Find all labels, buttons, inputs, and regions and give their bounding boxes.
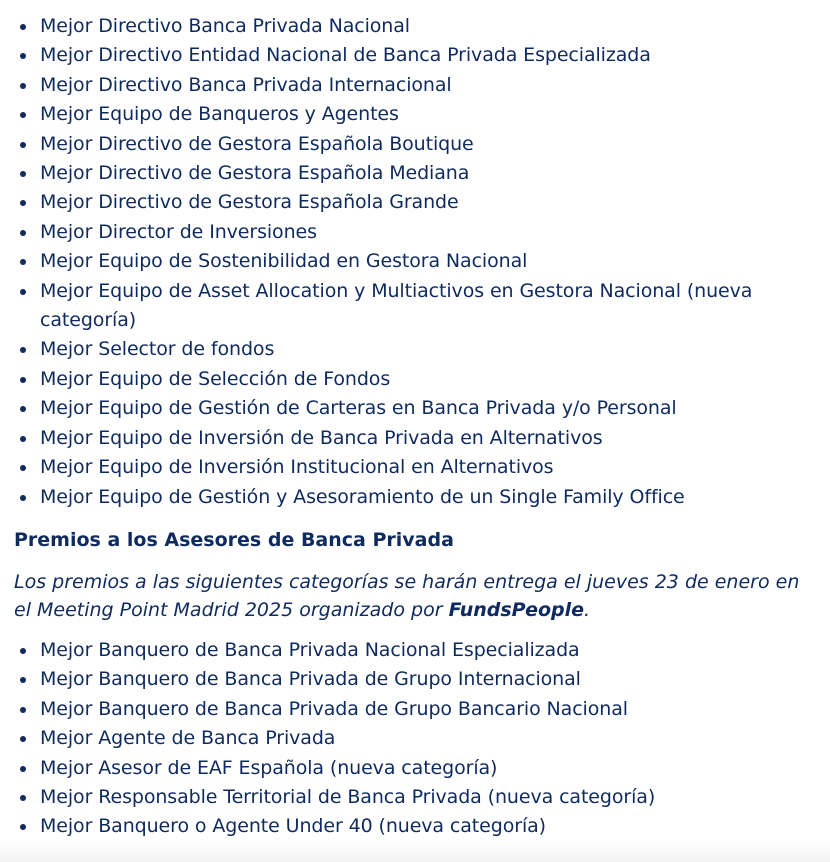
list-item: Mejor Directivo de Gestora Española Mediana [14,159,816,188]
list-item: Mejor Banquero o Agente Under 40 (nueva categoría) [14,812,816,841]
list-item: Mejor Agente de Banca Privada [14,724,816,753]
list-item: Mejor Director de Inversiones [14,218,816,247]
list-item: Mejor Equipo de Gestión y Asesoramiento de un Single Family Office [14,483,816,512]
bottom-fade [0,840,830,862]
list-item: Mejor Responsable Territorial de Banca Privada (nueva categoría) [14,783,816,812]
section-title: Premios a los Asesores de Banca Privada [14,528,454,551]
list-item: Mejor Directivo de Gestora Española Boutique [14,130,816,159]
list-item: Mejor Selector de fondos [14,335,816,364]
intro-paragraph [14,568,816,624]
list-item: Mejor Directivo Entidad Nacional de Banca Privada Especializada [14,41,816,70]
intro-text: Los premios a las siguientes categorías se harán entrega el jueves 23 de enero en el Meeting Point Madrid 2025 organizado por [14,570,800,621]
list-item: Mejor Asesor de EAF Española (nueva categoría) [14,754,816,783]
list-item: Mejor Banquero de Banca Privada Nacional Especializada [14,636,816,665]
list-item: Mejor Equipo de Inversión de Banca Privada en Alternativos [14,424,816,453]
list-item: Mejor Directivo Banca Privada Internacional [14,71,816,100]
brand-name: FundsPeople [448,598,585,621]
list-item: Mejor Banquero de Banca Privada de Grupo Internacional [14,665,816,694]
list-item: Mejor Directivo Banca Privada Nacional [14,12,816,41]
list-item: Mejor Equipo de Inversión Institucional en Alternativos [14,453,816,482]
list-item: Mejor Directivo de Gestora Española Grande [14,188,816,217]
list-item: Mejor Equipo de Sostenibilidad en Gestora Nacional [14,247,816,276]
awards-list-asesores [14,636,816,842]
list-item: Mejor Banquero de Banca Privada de Grupo Bancario Nacional [14,695,816,724]
list-item: Mejor Equipo de Banqueros y Agentes [14,100,816,129]
list-item: Mejor Equipo de Gestión de Carteras en Banca Privada y/o Personal [14,394,816,423]
list-item: Mejor Equipo de Selección de Fondos [14,365,816,394]
list-item: Mejor Equipo de Asset Allocation y Multiactivos en Gestora Nacional (nueva categoría) [14,277,816,336]
awards-list-directivos [14,12,816,512]
intro-end: . [584,598,591,621]
